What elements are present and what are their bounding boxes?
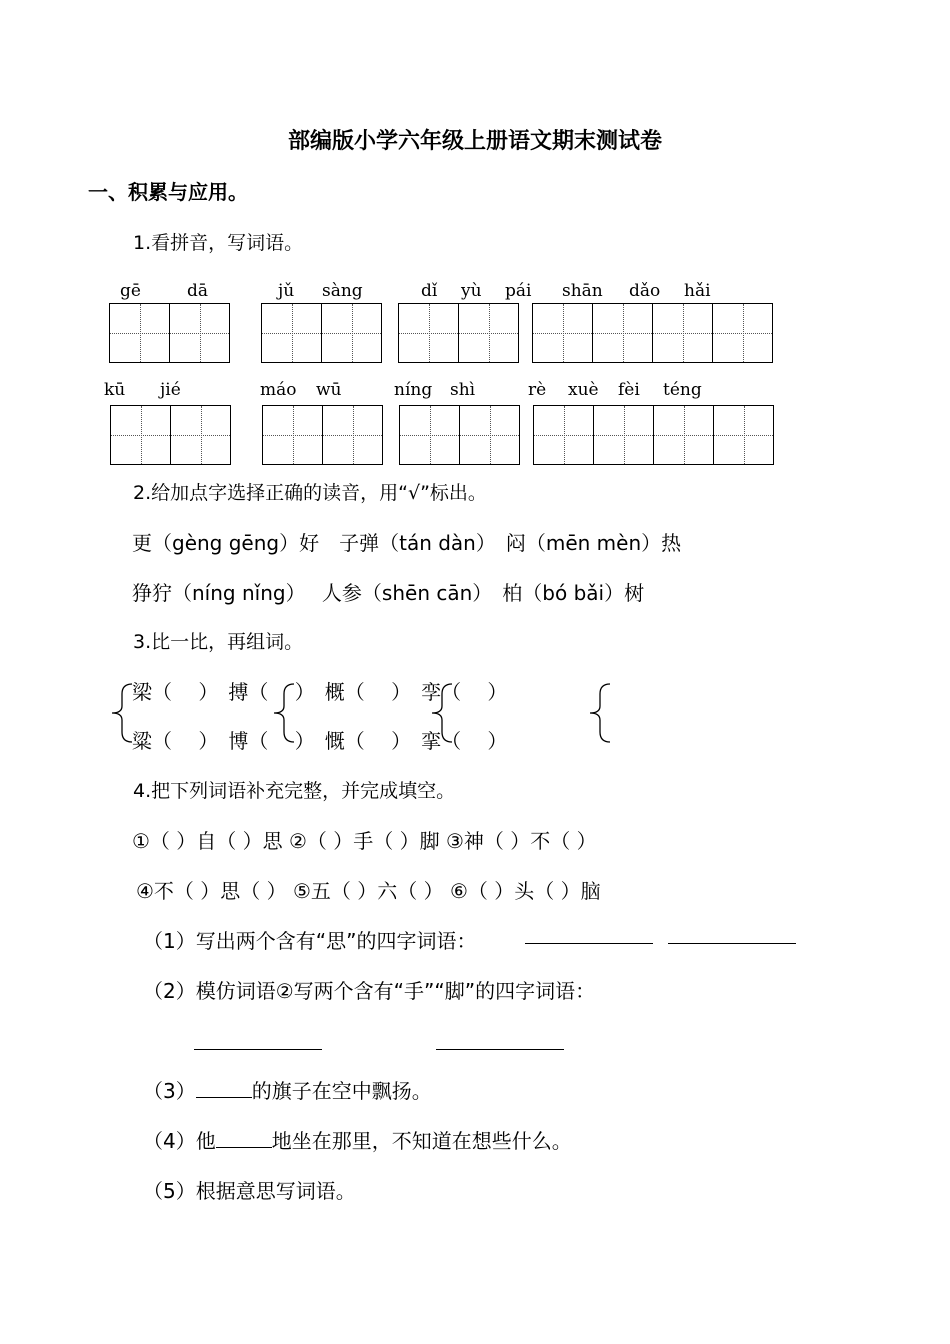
idiom-line: ④不（ ）思（ ） ⑤五（ ）六（ ） ⑥（ ）头（ ）脑 [136,879,601,903]
pinyin: wū [316,380,342,400]
answer-blank[interactable] [194,1049,322,1050]
question-4-label: 4.把下列词语补充完整，并完成填空。 [133,780,456,802]
sub-question-4-prefix: （4）他 [143,1129,216,1153]
pinyin: shān [562,281,603,301]
writing-grid[interactable] [109,303,230,363]
sub-question-5: （5）根据意思写词语。 [143,1179,356,1203]
sub-question-3 [143,1075,432,1104]
fill-blank[interactable] [216,1129,272,1148]
writing-grid[interactable] [110,405,231,465]
page-title: 部编版小学六年级上册语文期末测试卷 [287,129,662,154]
idiom-line: ①（ ）自（ ）思 ②（ ）手（ ）脚 ③神（ ）不（ ） [132,829,597,853]
answer-blank[interactable] [436,1049,564,1050]
pinyin: níng [394,380,433,400]
sub-question-1: （1）写出两个含有“思”的四字词语： [143,929,477,953]
pinyin: xuè [568,380,599,400]
pinyin: gē [120,281,141,301]
writing-grid[interactable] [398,303,519,363]
writing-grid[interactable] [533,405,774,465]
pinyin: sàng [322,281,363,301]
pinyin: pái [505,281,532,301]
pinyin: kū [104,380,126,400]
section-heading: 一、积累与应用。 [88,180,248,204]
pinyin: yù [461,281,482,301]
pinyin: dǎo [629,281,661,301]
sub-question-4 [143,1125,572,1154]
pinyin: hǎi [684,281,711,301]
sub-question-3-suffix: 的旗子在空中飘扬。 [251,1079,432,1103]
writing-grid[interactable] [262,405,383,465]
pinyin: máo [260,380,297,400]
pinyin: rè [528,380,547,400]
answer-blank[interactable] [525,943,653,944]
pronunciation-line: 狰狞（níng nǐng） 人参（shēn cān） 柏（bó bǎi）树 [132,581,645,605]
pinyin: dǐ [421,281,438,301]
pinyin: dā [187,281,209,301]
question-1-label: 1.看拼音，写词语。 [133,232,304,254]
compare-line: 梁（ ） 搏（ ） 概（ ） 孪（ ） [132,680,508,704]
pronunciation-line: 更（gèng gēng）好 子弹（tán dàn） 闷（mēn mèn）热 [132,531,682,555]
sub-question-2: （2）模仿词语②写两个含有“手”“脚”的四字词语： [143,979,596,1003]
sub-question-4-suffix: 地坐在那里，不知道在想些什么。 [271,1129,572,1153]
writing-grid[interactable] [532,303,773,363]
fill-blank[interactable] [196,1079,252,1098]
answer-blank[interactable] [668,943,796,944]
writing-grid[interactable] [261,303,382,363]
writing-grid[interactable] [399,405,520,465]
pinyin: téng [663,380,702,400]
sub-question-3-prefix: （3） [143,1079,196,1103]
pinyin: shì [450,380,476,400]
pinyin: jié [160,380,181,400]
left-brace-icon [582,678,614,748]
question-2-label: 2.给加点字选择正确的读音，用“√”标出。 [133,482,487,504]
compare-line: 粱（ ） 博（ ） 慨（ ） 挛（ ） [132,729,508,753]
pinyin: fèi [618,380,640,400]
pinyin: jǔ [278,281,295,301]
question-3-label: 3.比一比，再组词。 [133,631,304,653]
